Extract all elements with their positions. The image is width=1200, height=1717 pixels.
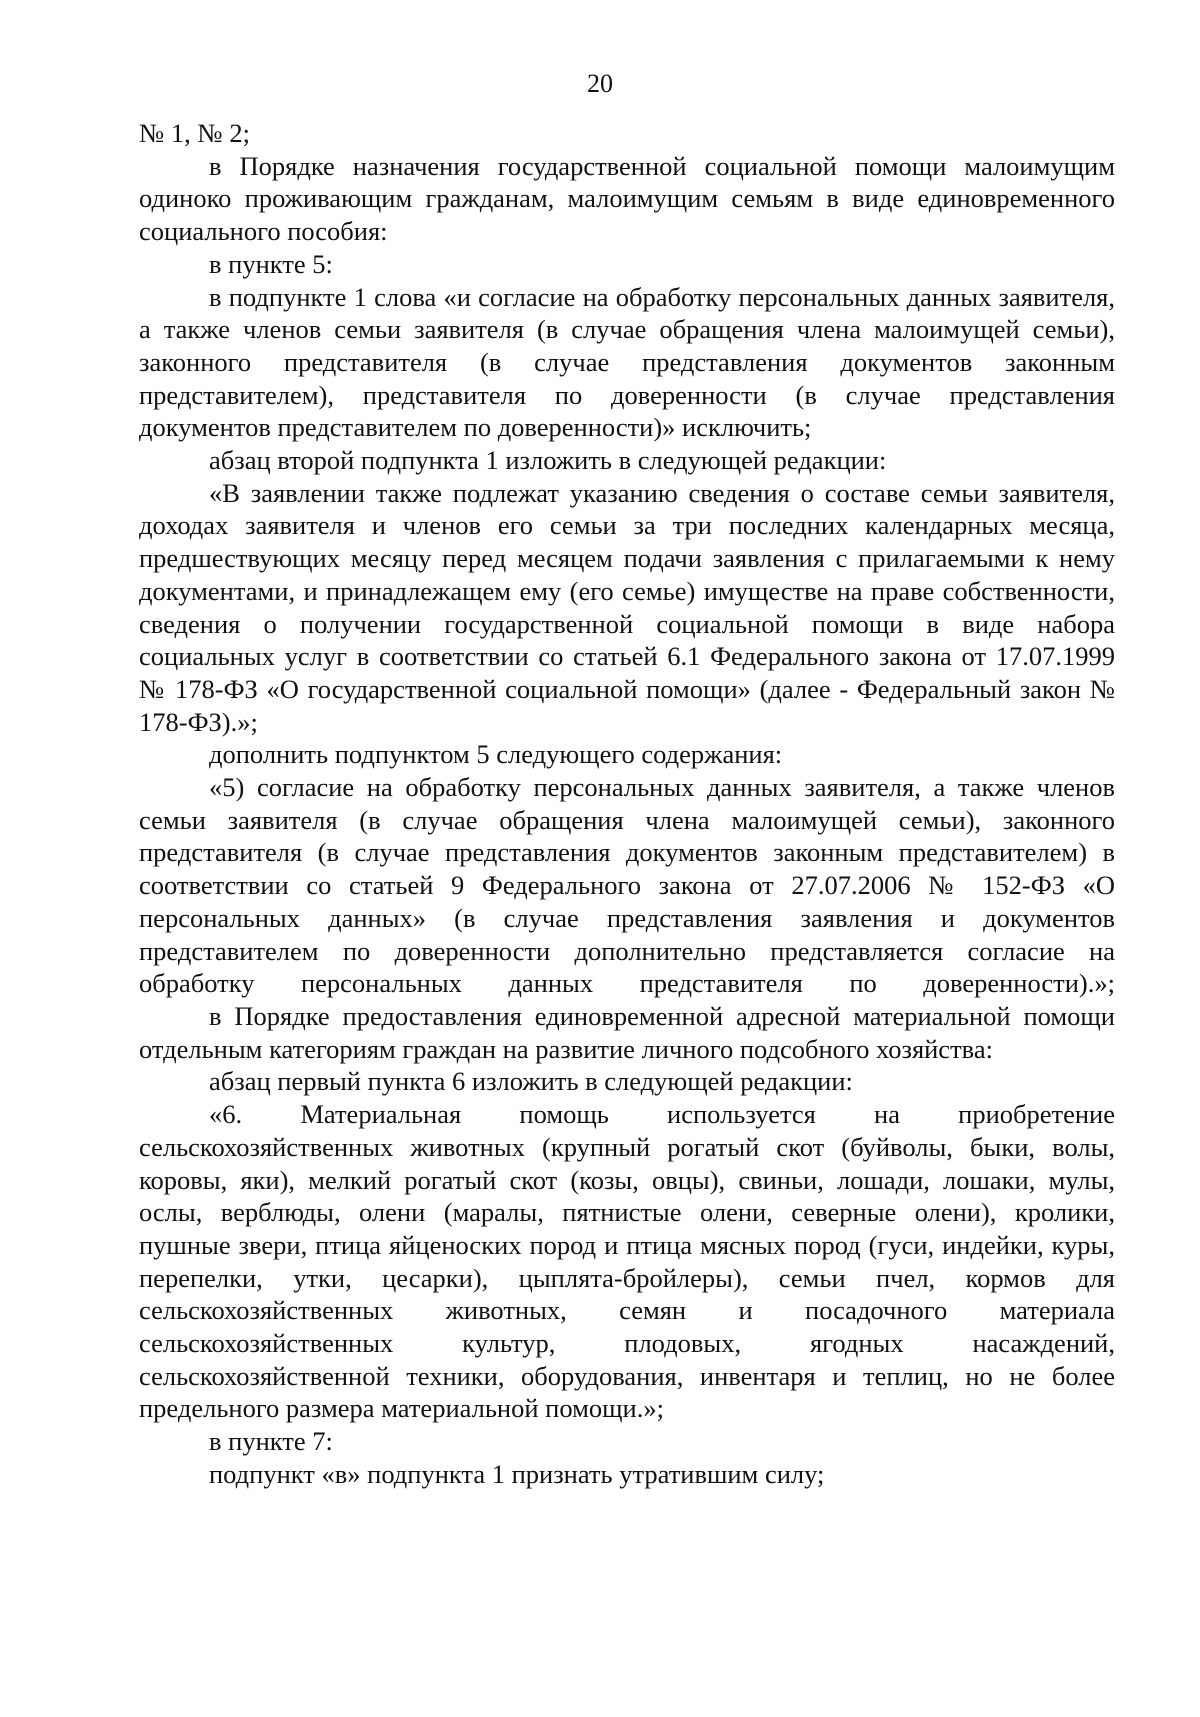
document-body — [139, 117, 1115, 1491]
paragraph-material-assistance-procedure: в Порядке предоставления единовременной адресной материальной помощи отдельным категориям граждан на развитие личного подсобного хозяйства: — [139, 1000, 1115, 1064]
paragraph-continuation: № 1, № 2; — [139, 118, 250, 148]
paragraph-consent: «5) согласие на обработку персональных данных заявителя, а также членов семьи заявителя (в случае обращения члена малоимущей семьи), законного представителя (в случае представления документов законным представителем) в соответствии со статьей 9 Федерального закона от 27.07.2006 № 152-ФЗ «О персональных данных» (в случае представления заявления и документов представителем по доверенности дополнительно представляется согласие на обработку персональных данных представителя по доверенности).»; — [139, 772, 1115, 999]
paragraph-assistance-procedure: в Порядке назначения государственной социальной помощи малоимущим одиноко проживающим гражданам, малоимущим семьям в виде единовременного социального пособия: — [139, 150, 1115, 247]
paragraph-item-6-first-abzac: абзац первый пункта 6 изложить в следующей редакции: — [209, 1066, 853, 1097]
paragraph-item-6-text: «6. Материальная помощь используется на приобретение сельскохозяйственных животных (крупный рогатый скот (буйволы, быки, волы, коровы, яки), мелкий рогатый скот (козы, овцы), свиньи, лошади, лошаки, мулы, ослы, верблюды, олени (маралы, пятнистые олени, северные олени), кролики, пушные звери, птица яйценоских пород и птица мясных пород (гуси, индейки, куры, перепелки, утки, цесарки), цыплята-бройлеры), семьи пчел, кормов для сельскохозяйственных животных, семян и посадочного материала сельскохозяйственных культур, плодовых, ягодных насаждений, сельскохозяйственной техники, оборудования, инвентаря и теплиц, но не более предельного размера материальной помощи.»; — [139, 1099, 1115, 1424]
paragraph-add-subitem-5: дополнить подпунктом 5 следующего содержания: — [209, 739, 783, 770]
paragraph-item-5: в пункте 5: — [209, 248, 333, 279]
page-number: 20 — [587, 69, 613, 98]
paragraph-subitem-1-words: в подпункте 1 слова «и согласие на обработку персональных данных заявителя, а также членов семьи заявителя (в случае обращения члена малоимущей семьи), законного представителя (в случае представления документов законным представителем), представителя по доверенности (в случае представления документов представителем по доверенности)» исключить; — [139, 281, 1115, 443]
paragraph-item-7: в пункте 7: — [209, 1426, 333, 1457]
paragraph-second-abzac: абзац второй подпункта 1 изложить в следующей редакции: — [209, 445, 887, 476]
paragraph-application-details: «В заявлении также подлежат указанию сведения о составе семьи заявителя, доходах заявителя и членов его семьи за три последних календарных месяца, предшествующих месяцу перед месяцем подачи заявления с прилагаемыми к нему документами, и принадлежащем ему (его семье) имуществе на праве собственности, сведения о получении государственной социальной помощи в виде набора социальных услуг в соответствии со статьей 6.1 Федерального закона от 17.07.1999 № 178-ФЗ «О государственной социальной помощи» (далее - Федеральный закон № 178-ФЗ).»; — [139, 477, 1115, 737]
paragraph-subitem-v: подпункт «в» подпункта 1 признать утратившим силу; — [209, 1458, 825, 1489]
